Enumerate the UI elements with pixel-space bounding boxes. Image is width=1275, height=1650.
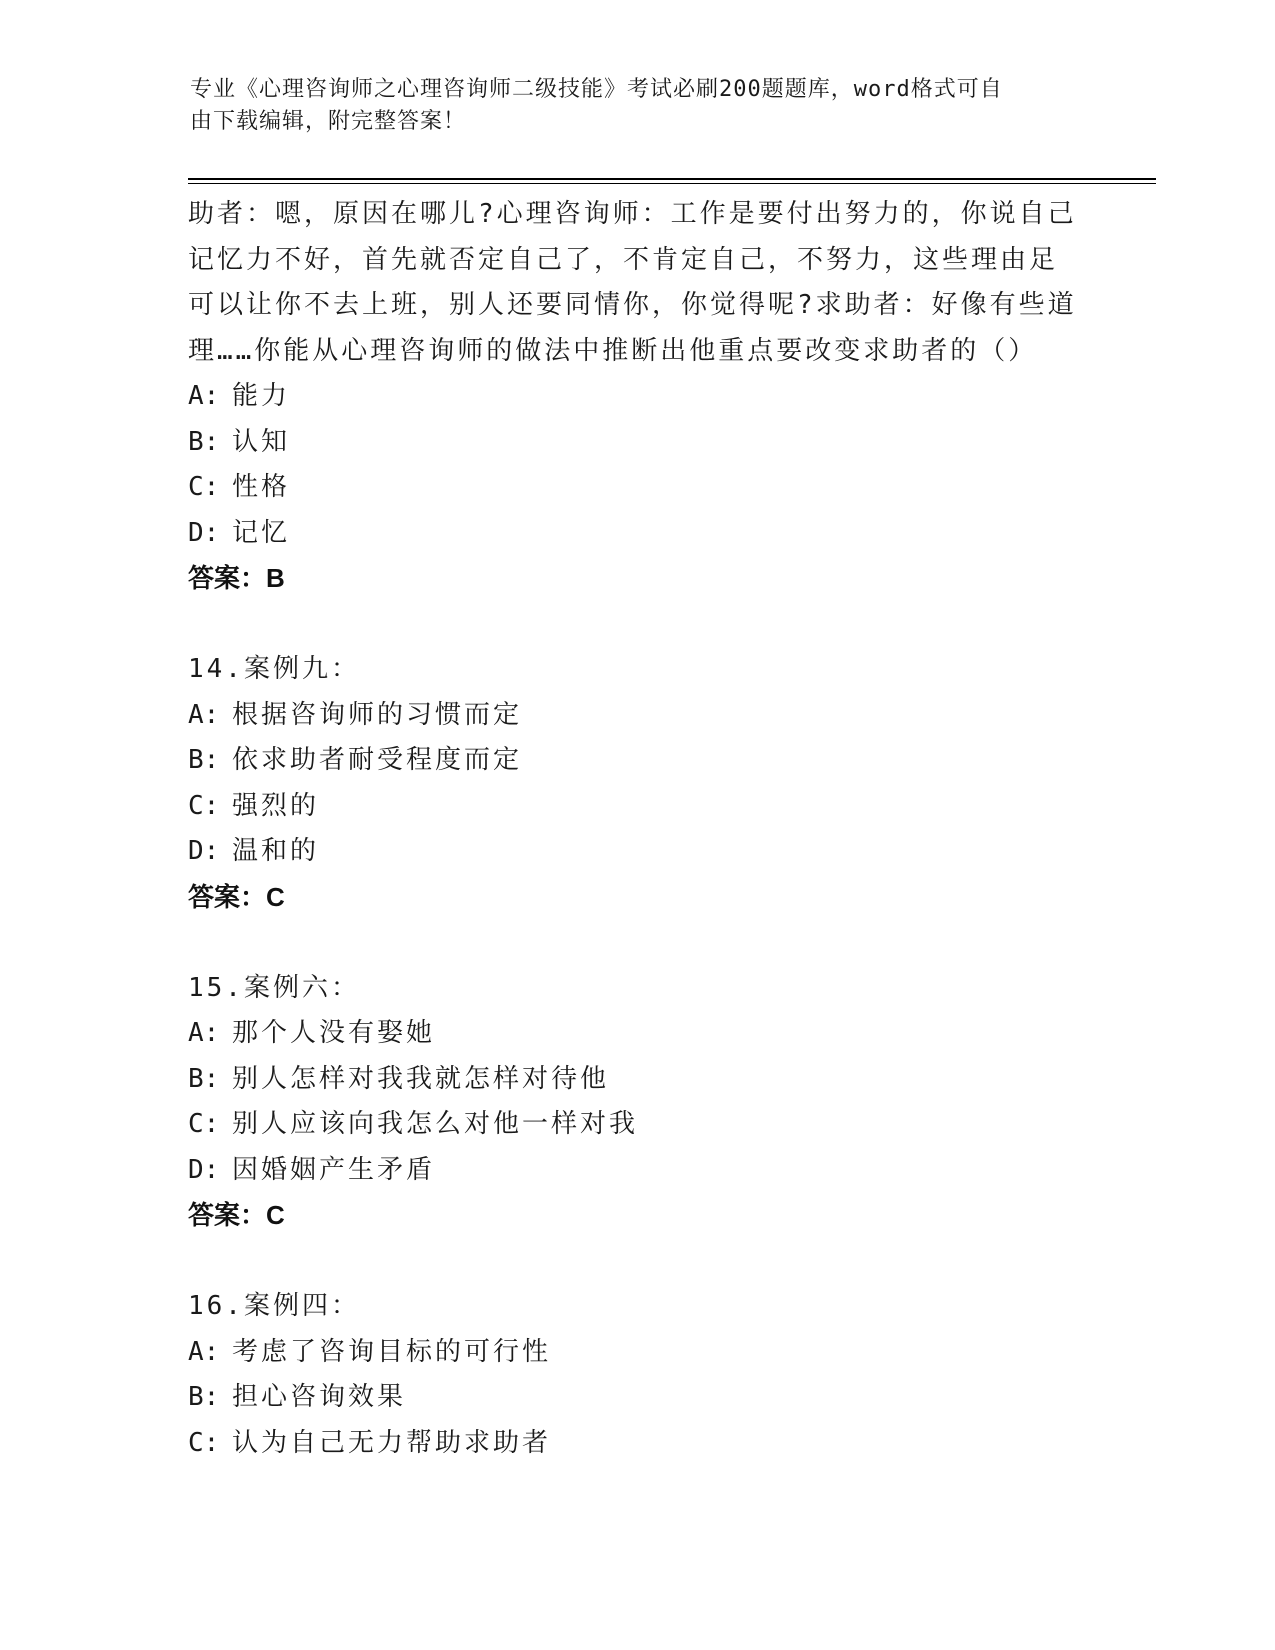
option-key: A: xyxy=(188,1336,220,1367)
option-text: 别人应该向我怎么对他一样对我 xyxy=(232,1109,639,1139)
question-title: 14.案例九： xyxy=(188,654,360,684)
option-a xyxy=(188,1011,1088,1057)
option-text: 考虑了咨询目标的可行性 xyxy=(232,1336,552,1367)
question-title: 15.案例六： xyxy=(188,972,360,1003)
option-b xyxy=(188,1375,1088,1421)
option-text: 强烈的 xyxy=(232,790,320,821)
option-c xyxy=(188,1421,1088,1467)
question-13 xyxy=(188,192,1088,602)
option-key: C: xyxy=(188,1427,220,1458)
option-text: 因婚姻产生矛盾 xyxy=(232,1154,436,1185)
option-a xyxy=(188,693,1088,739)
option-d xyxy=(188,829,1088,875)
option-key: C: xyxy=(188,790,220,821)
stem-line: 可以让你不去上班，别人还要同情你，你觉得呢?求助者：好像有些道 xyxy=(188,290,1077,320)
option-key: C: xyxy=(188,472,220,502)
header-line-2: 由下载编辑，附完整答案！ xyxy=(190,109,467,134)
spacer xyxy=(188,1239,1088,1285)
option-key: B: xyxy=(188,745,220,775)
option-text: 依求助者耐受程度而定 xyxy=(232,745,523,775)
option-text: 认知 xyxy=(232,426,291,457)
document-header xyxy=(190,74,1090,138)
header-line-1: 专业《心理咨询师之心理咨询师二级技能》考试必刷200题题库，word格式可自 xyxy=(190,77,1003,102)
header-divider-thin xyxy=(188,183,1156,184)
option-text: 根据咨询师的习惯而定 xyxy=(232,699,523,730)
option-key: A: xyxy=(188,381,220,411)
option-key: A: xyxy=(188,699,220,730)
option-text: 能力 xyxy=(232,381,291,411)
option-a xyxy=(188,1330,1088,1376)
option-c xyxy=(188,784,1088,830)
header-divider-thick xyxy=(188,178,1156,180)
stem-line: 记忆力不好，首先就否定自己了，不肯定自己，不努力，这些理由足 xyxy=(188,244,1059,275)
option-text: 别人怎样对我我就怎样对待他 xyxy=(232,1063,610,1094)
option-key: B: xyxy=(188,426,220,457)
option-a xyxy=(188,374,1088,420)
question-title: 16.案例四： xyxy=(188,1291,360,1321)
answer-line: 答案：B xyxy=(188,563,285,593)
stem-line: 助者：嗯，原因在哪儿?心理咨询师：工作是要付出努力的，你说自己 xyxy=(188,199,1077,229)
option-b xyxy=(188,1057,1088,1103)
option-b xyxy=(188,420,1088,466)
question-15 xyxy=(188,966,1088,1239)
option-key: D: xyxy=(188,1154,220,1185)
answer-line: 答案：C xyxy=(188,1200,285,1230)
option-c xyxy=(188,465,1088,511)
answer-line: 答案：C xyxy=(188,881,285,912)
question-14 xyxy=(188,647,1088,920)
spacer xyxy=(188,602,1088,648)
spacer xyxy=(188,920,1088,966)
option-text: 记忆 xyxy=(232,517,291,548)
option-key: C: xyxy=(188,1109,220,1139)
option-b xyxy=(188,738,1088,784)
option-text: 温和的 xyxy=(232,836,320,866)
option-key: B: xyxy=(188,1382,220,1412)
option-key: B: xyxy=(188,1063,220,1094)
option-key: D: xyxy=(188,517,220,548)
option-text: 那个人没有娶她 xyxy=(232,1018,436,1048)
option-text: 担心咨询效果 xyxy=(232,1382,407,1412)
option-key: A: xyxy=(188,1018,220,1048)
option-key: D: xyxy=(188,836,220,866)
option-text: 性格 xyxy=(232,472,291,502)
option-d xyxy=(188,1148,1088,1194)
question-stem xyxy=(188,192,1088,374)
option-text: 认为自己无力帮助求助者 xyxy=(232,1427,552,1458)
question-16 xyxy=(188,1284,1088,1466)
option-c xyxy=(188,1102,1088,1148)
stem-line: 理……你能从心理咨询师的做法中推断出他重点要改变求助者的（） xyxy=(188,335,1038,366)
question-list xyxy=(188,192,1088,1466)
option-d xyxy=(188,511,1088,557)
